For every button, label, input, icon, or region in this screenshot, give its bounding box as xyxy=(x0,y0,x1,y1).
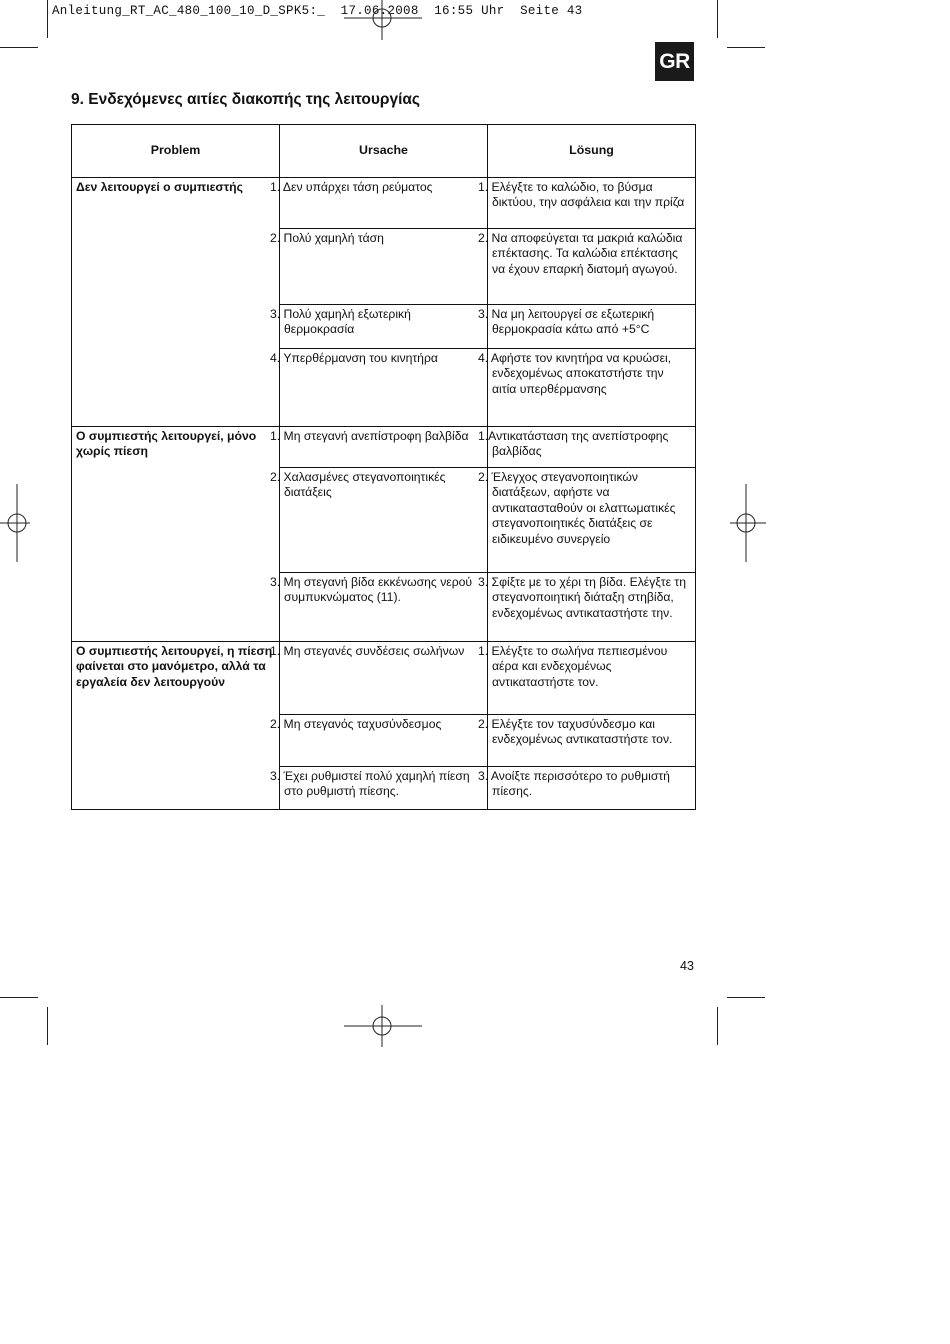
solution-cell: 1.Αντικατάσταση της ανεπίστροφης βαλβίδας xyxy=(488,427,696,468)
cause-cell: 3. Μη στεγανή βίδα εκκένωσης νερού συμπυκνώματος (11). xyxy=(280,573,488,642)
cause-cell: 2. Πολύ χαμηλή τάση xyxy=(280,229,488,305)
table-row xyxy=(72,178,696,229)
cause-cell: 2. Χαλασμένες στεγανοποιητικές διατάξεις xyxy=(280,468,488,573)
cause-cell: 3. Έχει ρυθμιστεί πολύ χαμηλή πίεση στο ρυθμιστή πίεσης. xyxy=(280,767,488,810)
problem-cell: Δεν λειτουργεί ο συμπιεστής xyxy=(72,178,280,427)
troubleshooting-table xyxy=(71,124,696,810)
table-header-row xyxy=(72,125,696,178)
solution-cell: 3. Να μη λειτουργεί σε εξωτερική θερμοκρασία κάτω από +5°C xyxy=(488,305,696,349)
print-slug-header: Anleitung_RT_AC_480_100_10_D_SPK5:_ 17.06.2008 16:55 Uhr Seite 43 xyxy=(52,4,583,18)
problem-cell: Ο συμπιεστής λειτουργεί, μόνο χωρίς πίεση xyxy=(72,427,280,642)
language-badge: GR xyxy=(655,42,694,81)
page-number: 43 xyxy=(680,959,694,973)
crop-mark-top-left-horizontal xyxy=(0,47,38,48)
solution-cell: 2. Να αποφεύγεται τα μακριά καλώδια επέκτασης. Τα καλώδια επέκτασης να έχουν επαρκή διατομή αγωγού. xyxy=(488,229,696,305)
cause-cell: 1. Δεν υπάρχει τάση ρεύματος xyxy=(280,178,488,229)
solution-cell: 1. Ελέγξτε το σωλήνα πεπιεσμένου αέρα και ενδεχομένως αντικαταστήστε τον. xyxy=(488,642,696,715)
crop-mark-top-right-horizontal xyxy=(727,47,765,48)
column-header-problem: Problem xyxy=(72,125,280,178)
crop-mark-top-right-vertical xyxy=(717,0,718,38)
table-row xyxy=(72,427,696,468)
crop-mark-bottom-left-vertical xyxy=(47,1007,48,1045)
cause-cell: 3. Πολύ χαμηλή εξωτερική θερμοκρασία xyxy=(280,305,488,349)
registration-mark-top xyxy=(344,0,422,40)
column-header-solution: Lösung xyxy=(488,125,696,178)
cause-cell: 1. Μη στεγανές συνδέσεις σωλήνων xyxy=(280,642,488,715)
crop-mark-bottom-right-horizontal xyxy=(727,997,765,998)
crop-mark-bottom-right-vertical xyxy=(717,1007,718,1045)
table-row xyxy=(72,642,696,715)
registration-mark-bottom xyxy=(344,1005,422,1047)
cause-cell: 2. Μη στεγανός ταχυσύνδεσμος xyxy=(280,715,488,767)
solution-cell: 2. Ελέγξτε τον ταχυσύνδεσμο και ενδεχομένως αντικαταστήστε τον. xyxy=(488,715,696,767)
solution-cell: 2. Έλεγχος στεγανοποιητικών διατάξεων, αφήστε να αντικατασταθούν οι ελαττωματικές στεγανοποιητικές διατάξεις σε ειδικευμένο συνεργείο xyxy=(488,468,696,573)
solution-cell: 1. Ελέγξτε το καλώδιο, το βύσμα δικτύου, την ασφάλεια και την πρίζα xyxy=(488,178,696,229)
cause-cell: 1. Μη στεγανή ανεπίστροφη βαλβίδα xyxy=(280,427,488,468)
cause-cell: 4. Υπερθέρμανση του κινητήρα xyxy=(280,349,488,427)
problem-cell: Ο συμπιεστής λειτουργεί, η πίεση φαίνεται στο μανόμετρο, αλλά τα εργαλεία δεν λειτουργούν xyxy=(72,642,280,810)
solution-cell: 3. Σφίξτε με το χέρι τη βίδα. Ελέγξτε τη στεγανοποιητική διάταξη στηβίδα, ενδεχομένως αντικαταστήστε την. xyxy=(488,573,696,642)
solution-cell: 4. Αφήστε τον κινητήρα να κρυώσει, ενδεχομένως αποκατστήστε την αιτία υπερθέρμανσης xyxy=(488,349,696,427)
section-title: 9. Ενδεχόμενες αιτίες διακοπής της λειτουργίας xyxy=(71,91,420,108)
registration-mark-left xyxy=(0,484,30,562)
registration-mark-right xyxy=(730,484,766,562)
column-header-cause: Ursache xyxy=(280,125,488,178)
solution-cell: 3. Ανοίξτε περισσότερο το ρυθμιστή πίεσης. xyxy=(488,767,696,810)
crop-mark-top-left-vertical xyxy=(47,0,48,38)
crop-mark-bottom-left-horizontal xyxy=(0,997,38,998)
